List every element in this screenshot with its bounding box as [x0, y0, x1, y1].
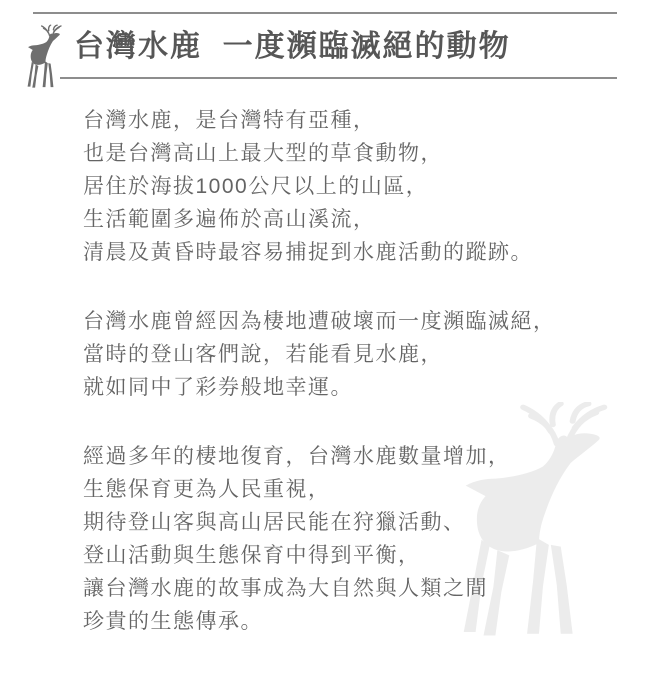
text-line: 就如同中了彩券般地幸運。 [83, 376, 353, 399]
text-line: 讓台灣水鹿的故事成為大自然與人類之間 [83, 577, 488, 600]
page-title: 台灣水鹿 一度瀕臨滅絕的動物 [74, 30, 511, 63]
text-line: 經過多年的棲地復育，台灣水鹿數量增加， [83, 445, 511, 468]
text-line: 也是台灣高山上最大型的草食動物， [83, 142, 443, 165]
paragraph-intro [83, 104, 556, 269]
text-line: 清晨及黃昏時最容易捕捉到水鹿活動的蹤跡。 [83, 241, 533, 264]
text-line: 期待登山客與高山居民能在狩獵活動、 [83, 511, 466, 534]
text-line: 當時的登山客們說，若能看見水鹿， [83, 343, 443, 366]
paragraph-conservation [83, 440, 556, 638]
article-body [83, 104, 556, 674]
text-line: 居住於海拔1000公尺以上的山區， [83, 175, 429, 198]
text-line: 生態保育更為人民重視， [83, 478, 331, 501]
text-line: 生活範圍多遍佈於高山溪流， [83, 208, 376, 231]
header-top-rule [33, 12, 617, 14]
text-line: 登山活動與生態保育中得到平衡， [83, 544, 421, 567]
header-bottom-rule [60, 77, 617, 79]
text-line: 台灣水鹿，是台灣特有亞種， [83, 109, 376, 132]
text-line: 台灣水鹿曾經因為棲地遭破壞而一度瀕臨滅絕， [83, 310, 556, 333]
text-line: 珍貴的生態傳承。 [83, 610, 263, 633]
deer-icon [21, 24, 68, 91]
paragraph-history [83, 305, 556, 404]
